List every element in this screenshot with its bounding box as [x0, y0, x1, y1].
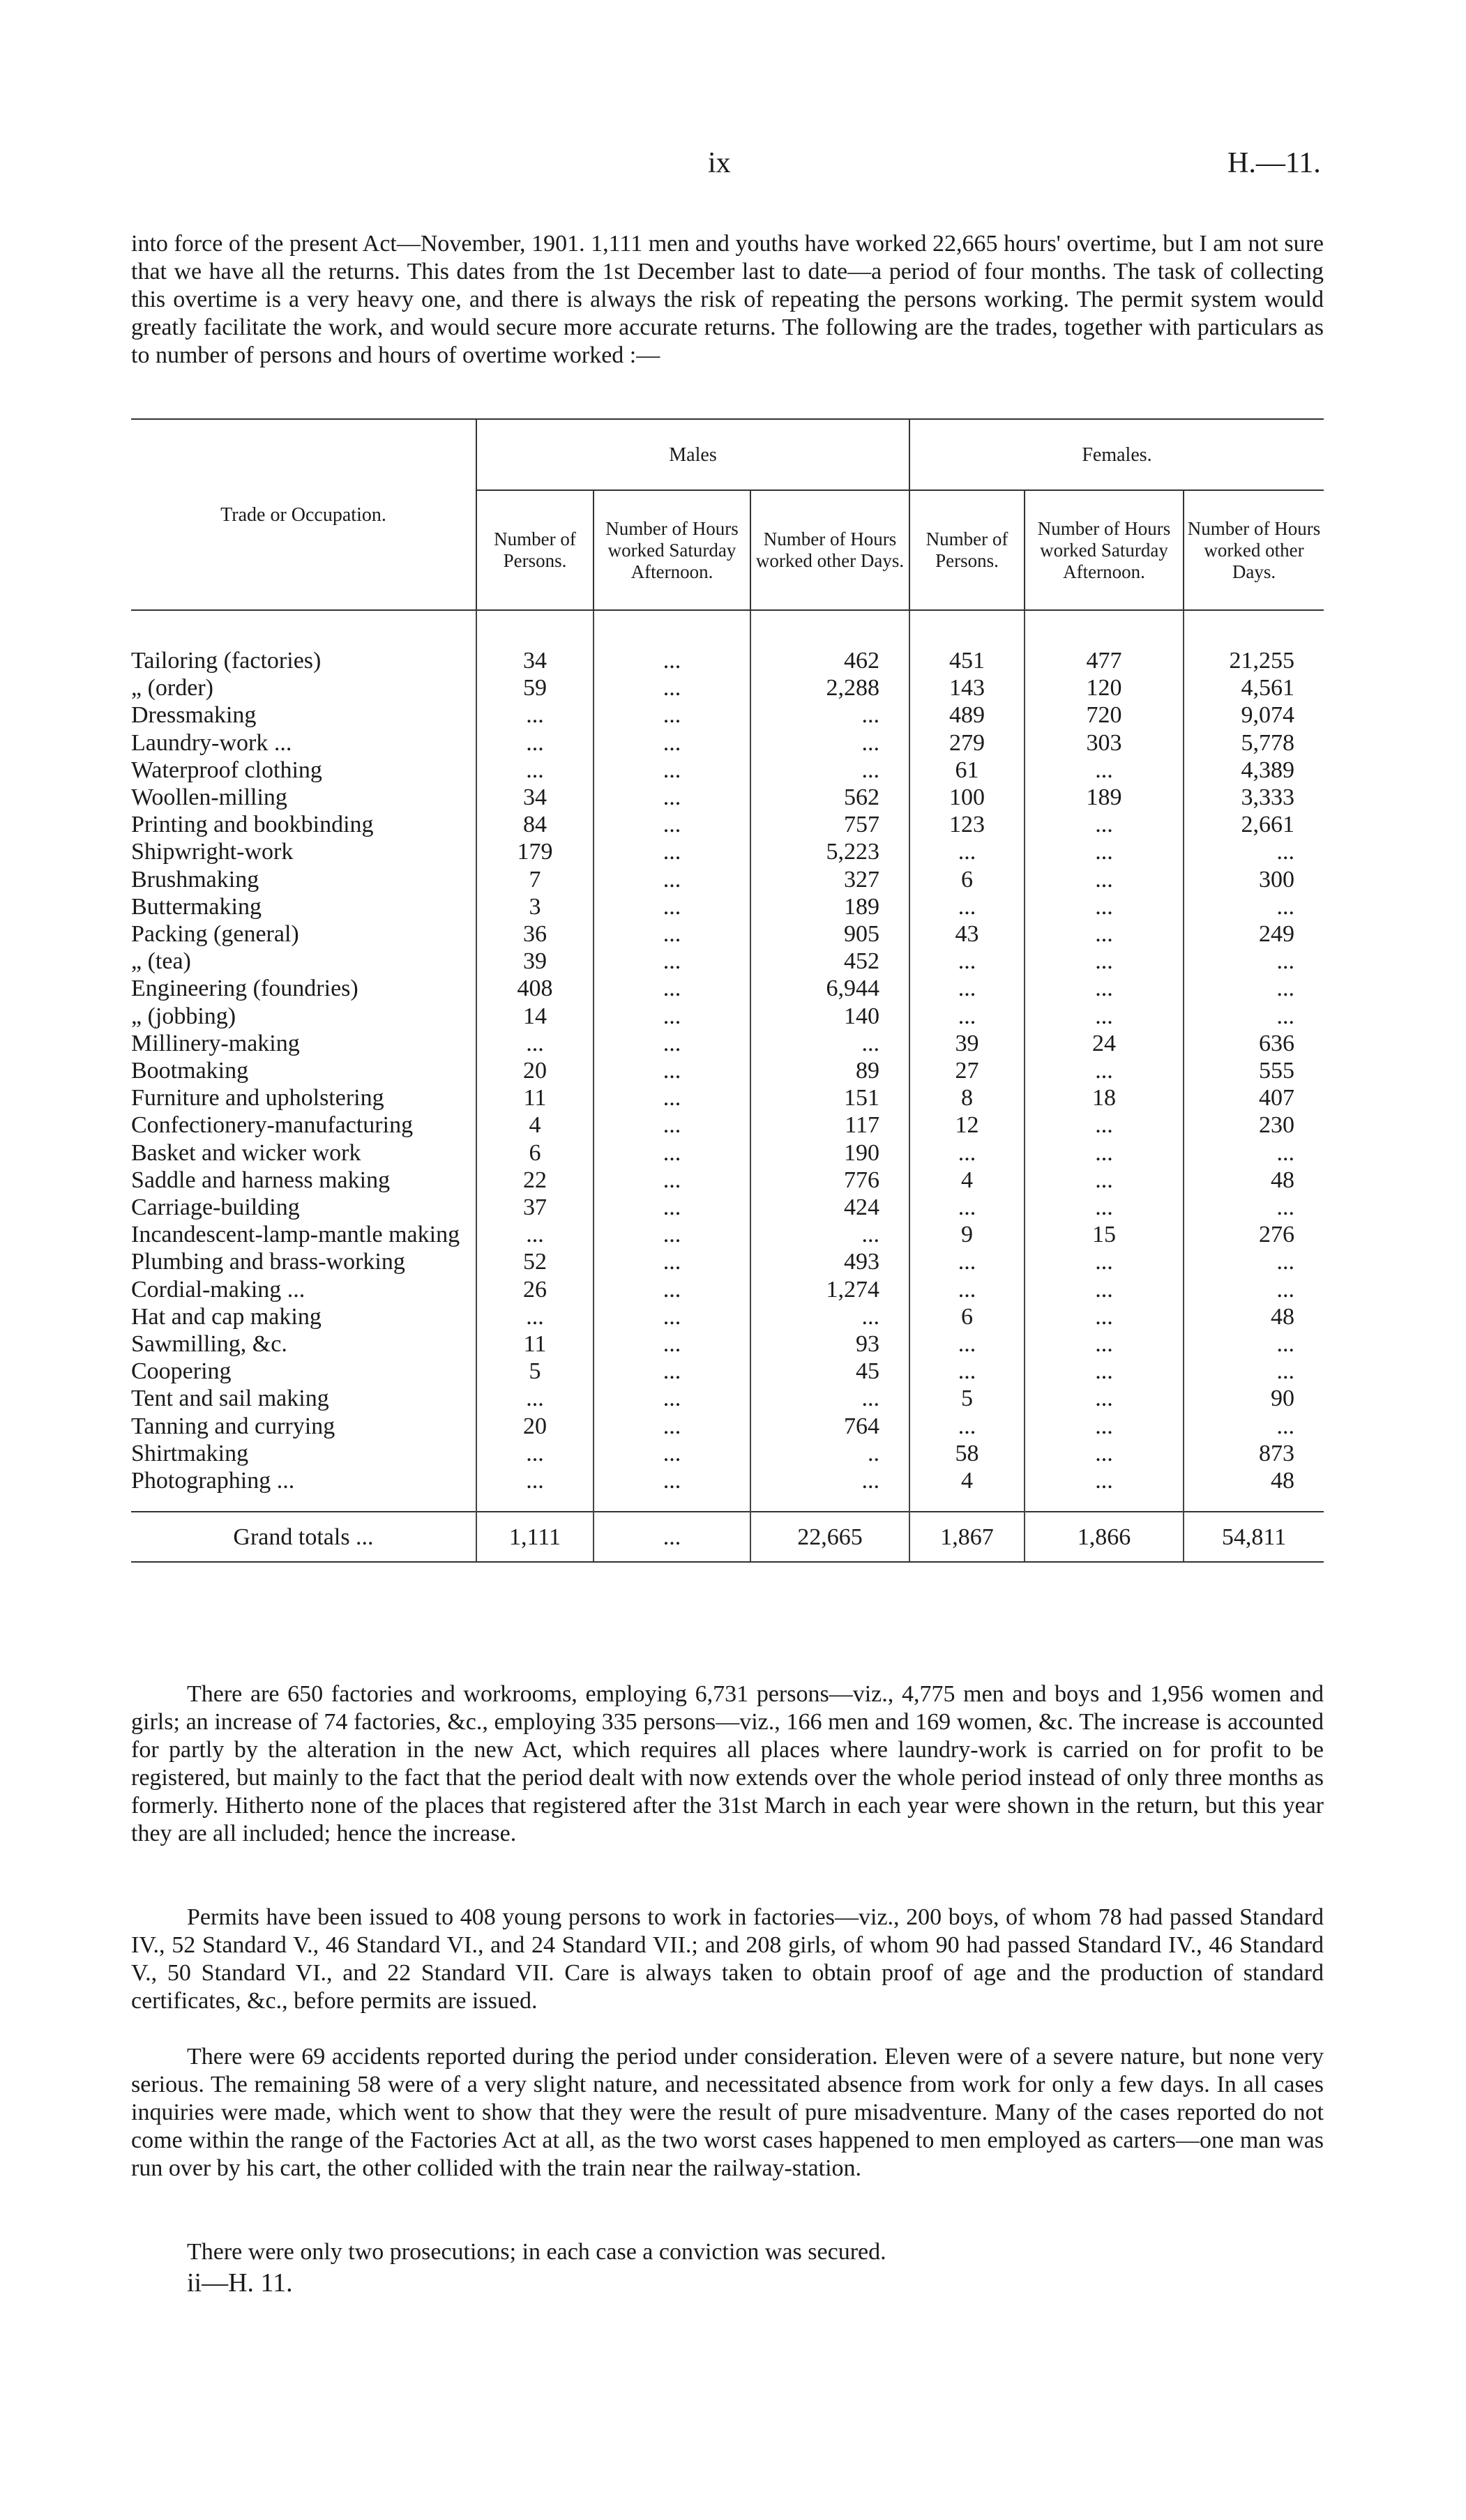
value-cell: ...	[1025, 757, 1184, 784]
value-cell: ...	[594, 757, 750, 784]
value-cell: ...	[909, 1276, 1025, 1303]
table-row	[131, 1221, 1324, 1248]
trade-name-cell: Hat and cap making	[131, 1303, 322, 1330]
trade-name-cell: Woollen-milling	[131, 784, 287, 811]
value-cell: 27	[909, 1057, 1025, 1084]
value-cell: 4	[909, 1167, 1025, 1194]
value-cell: ...	[594, 1330, 750, 1358]
value-cell: ...	[909, 1358, 1025, 1385]
value-cell: 230	[1184, 1111, 1324, 1139]
table-row	[131, 866, 1324, 893]
value-cell: ...	[594, 811, 750, 838]
value-cell: ...	[909, 838, 1025, 865]
value-cell: ...	[1184, 1330, 1324, 1358]
value-cell: 37	[476, 1194, 594, 1221]
trade-name-cell: Furniture and upholstering	[131, 1085, 384, 1111]
value-cell: ...	[909, 1003, 1025, 1030]
value-cell: ...	[476, 1467, 594, 1494]
value-cell: ...	[476, 1385, 594, 1412]
value-cell: ...	[594, 1248, 750, 1275]
value-cell: ...	[594, 701, 750, 729]
value-cell: ...	[476, 1221, 594, 1248]
value-cell: ...	[909, 1139, 1025, 1167]
value-cell: ...	[1025, 1467, 1184, 1494]
value-cell: 20	[476, 1413, 594, 1440]
table-row	[131, 701, 1324, 729]
value-cell: ...	[594, 784, 750, 811]
table-row	[131, 893, 1324, 920]
value-cell: 45	[750, 1358, 909, 1385]
value-cell: 764	[750, 1413, 909, 1440]
value-cell: ...	[750, 757, 909, 784]
trade-column-header: Trade or Occupation.	[131, 420, 476, 610]
value-cell: ...	[1025, 1003, 1184, 1030]
value-cell: 3,333	[1184, 784, 1324, 811]
trade-name-cell: Coopering	[131, 1358, 232, 1385]
value-cell: ...	[909, 1330, 1025, 1358]
value-cell: ...	[1025, 1440, 1184, 1467]
value-cell: 905	[750, 920, 909, 948]
value-cell: 462	[750, 647, 909, 674]
value-cell: 6	[909, 866, 1025, 893]
col-header-female-other-days: Number of Hours worked other Days.	[1184, 490, 1324, 610]
value-cell: 143	[909, 674, 1025, 701]
value-cell: ...	[1025, 1385, 1184, 1412]
value-cell: ...	[1025, 1111, 1184, 1139]
value-cell: 477	[1025, 647, 1184, 674]
trade-name-cell: Dressmaking	[131, 702, 257, 729]
value-cell: 20	[476, 1057, 594, 1084]
col-header-male-other-days: Number of Hours worked other Days.	[750, 490, 909, 610]
value-cell: ...	[594, 1467, 750, 1494]
value-cell: ...	[750, 1467, 909, 1494]
value-cell: 5	[476, 1358, 594, 1385]
table-row	[131, 1303, 1324, 1330]
value-cell: 2,661	[1184, 811, 1324, 838]
value-cell: 190	[750, 1139, 909, 1167]
value-cell: 48	[1184, 1467, 1324, 1494]
total-value-cell: 22,665	[750, 1512, 909, 1562]
value-cell: 276	[1184, 1221, 1324, 1248]
value-cell: ...	[594, 1084, 750, 1111]
value-cell: 26	[476, 1276, 594, 1303]
value-cell: ...	[750, 1385, 909, 1412]
trade-name-cell: Engineering (foundries)	[131, 976, 358, 1002]
value-cell: ...	[1184, 1276, 1324, 1303]
value-cell: ...	[1184, 1248, 1324, 1275]
value-cell: 279	[909, 729, 1025, 757]
value-cell: 189	[750, 893, 909, 920]
value-cell: 4,561	[1184, 674, 1324, 701]
value-cell: ...	[1184, 1194, 1324, 1221]
value-cell: 8	[909, 1084, 1025, 1111]
value-cell: ...	[1184, 1413, 1324, 1440]
trade-name-cell: Tent and sail making	[131, 1386, 329, 1412]
table-row	[131, 647, 1324, 674]
value-cell: 39	[909, 1030, 1025, 1057]
value-cell: 493	[750, 1248, 909, 1275]
value-cell: ...	[476, 701, 594, 729]
table-row	[131, 1413, 1324, 1440]
value-cell: ...	[594, 1276, 750, 1303]
trade-name-cell: „ (jobbing)	[131, 1003, 236, 1029]
trade-name-cell: Tailoring (factories)	[131, 648, 322, 674]
value-cell: 34	[476, 647, 594, 674]
value-cell: ...	[1025, 1057, 1184, 1084]
value-cell: 424	[750, 1194, 909, 1221]
value-cell: 48	[1184, 1167, 1324, 1194]
value-cell: ...	[594, 920, 750, 948]
table-row	[131, 1084, 1324, 1111]
value-cell: 303	[1025, 729, 1184, 757]
value-cell: ...	[594, 866, 750, 893]
value-cell: ...	[594, 1003, 750, 1030]
value-cell: ...	[750, 1221, 909, 1248]
value-cell: ...	[1025, 1248, 1184, 1275]
page-number: ix	[708, 147, 731, 179]
value-cell: 11	[476, 1084, 594, 1111]
value-cell: 5,778	[1184, 729, 1324, 757]
value-cell: 179	[476, 838, 594, 865]
value-cell: ...	[750, 1030, 909, 1057]
table-row	[131, 757, 1324, 784]
value-cell: ...	[750, 729, 909, 757]
trade-name-cell: Basket and wicker work	[131, 1139, 361, 1166]
value-cell: ...	[1025, 1358, 1184, 1385]
value-cell: 9	[909, 1221, 1025, 1248]
value-cell: 84	[476, 811, 594, 838]
table-row	[131, 1248, 1324, 1275]
prosecutions-paragraph: There were only two prosecutions; in each case a conviction was secured.	[187, 2239, 886, 2265]
value-cell: 249	[1184, 920, 1324, 948]
value-cell: 636	[1184, 1030, 1324, 1057]
table-row	[131, 920, 1324, 948]
value-cell: 452	[750, 948, 909, 975]
intro-paragraph: into force of the present Act—November, 1901. 1,111 men and youths have worked 22,665 hours' overtime, but I am not sure that we have all the returns. This dates from the 1st December last to date—a period of four months. The task of collecting this overtime is a very heavy one, and there is always the risk of repeating the persons working. The permit system would greatly facilitate the work, and would secure more accurate returns. The following are the trades, together with particulars as to number of persons and hours of overtime worked :—	[131, 231, 1324, 368]
value-cell: 562	[750, 784, 909, 811]
value-cell: ...	[594, 1111, 750, 1139]
value-cell: 48	[1184, 1303, 1324, 1330]
trade-name-cell: Carriage-building	[131, 1194, 300, 1221]
value-cell: 5	[909, 1385, 1025, 1412]
value-cell: 4	[476, 1111, 594, 1139]
value-cell: ...	[750, 701, 909, 729]
table-row	[131, 811, 1324, 838]
value-cell: ...	[909, 948, 1025, 975]
grand-totals-label: Grand totals ...	[131, 1512, 476, 1562]
trade-name-cell: Shipwright-work	[131, 839, 294, 865]
value-cell: 22	[476, 1167, 594, 1194]
trade-name-cell: Photographing ...	[131, 1468, 295, 1494]
table-row	[131, 1358, 1324, 1385]
value-cell: 9,074	[1184, 701, 1324, 729]
value-cell: 300	[1184, 866, 1324, 893]
table-row	[131, 1139, 1324, 1167]
value-cell: ...	[594, 1139, 750, 1167]
value-cell: 4	[909, 1467, 1025, 1494]
col-header-female-persons: Number of Persons.	[909, 490, 1025, 610]
value-cell: 189	[1025, 784, 1184, 811]
trade-name-cell: Confectionery-manufacturing	[131, 1112, 414, 1139]
value-cell: ...	[1025, 838, 1184, 865]
value-cell: ...	[594, 1030, 750, 1057]
value-cell: 4,389	[1184, 757, 1324, 784]
males-group-header: Males	[476, 420, 909, 490]
value-cell: 58	[909, 1440, 1025, 1467]
trade-name-cell: Buttermaking	[131, 893, 262, 920]
total-value-cell: 54,811	[1184, 1512, 1324, 1562]
value-cell: ...	[594, 1440, 750, 1467]
value-cell: ...	[1184, 893, 1324, 920]
value-cell: ...	[594, 647, 750, 674]
value-cell: ...	[1025, 1303, 1184, 1330]
table-row	[131, 784, 1324, 811]
value-cell: ...	[909, 975, 1025, 1002]
trade-name-cell: Packing (general)	[131, 921, 299, 948]
value-cell: ...	[1184, 1139, 1324, 1167]
value-cell: 757	[750, 811, 909, 838]
grand-totals-row	[131, 1512, 1324, 1562]
table-row	[131, 1276, 1324, 1303]
value-cell: 489	[909, 701, 1025, 729]
value-cell: ...	[476, 1030, 594, 1057]
value-cell: 14	[476, 1003, 594, 1030]
value-cell: 408	[476, 975, 594, 1002]
value-cell: 873	[1184, 1440, 1324, 1467]
value-cell: 11	[476, 1330, 594, 1358]
value-cell: 407	[1184, 1084, 1324, 1111]
value-cell: ...	[594, 1194, 750, 1221]
value-cell: ...	[1184, 975, 1324, 1002]
trade-name-cell: „ (tea)	[131, 948, 191, 975]
table-row	[131, 1030, 1324, 1057]
value-cell: 140	[750, 1003, 909, 1030]
value-cell: 5,223	[750, 838, 909, 865]
table-row	[131, 1385, 1324, 1412]
col-header-male-persons: Number of Persons.	[476, 490, 594, 610]
trade-name-cell: Bootmaking	[131, 1058, 249, 1084]
document-code: H.—11.	[1227, 147, 1321, 179]
trade-name-cell: Shirtmaking	[131, 1440, 249, 1466]
value-cell: 43	[909, 920, 1025, 948]
table-row	[131, 1111, 1324, 1139]
value-cell: 120	[1025, 674, 1184, 701]
value-cell: 6	[909, 1303, 1025, 1330]
trade-name-cell: Millinery-making	[131, 1030, 300, 1056]
value-cell: ...	[476, 1303, 594, 1330]
trade-name-cell: Saddle and harness making	[131, 1167, 391, 1193]
value-cell: ..	[750, 1440, 909, 1467]
value-cell: 61	[909, 757, 1025, 784]
trade-name-cell: „ (order)	[131, 675, 213, 701]
table-row	[131, 1057, 1324, 1084]
value-cell: 451	[909, 647, 1025, 674]
value-cell: ...	[1184, 948, 1324, 975]
value-cell: 90	[1184, 1385, 1324, 1412]
factories-paragraph: There are 650 factories and workrooms, employing 6,731 persons—viz., 4,775 men and boys and 1,956 women and girls; an increase of 74 factories, &c., employing 335 persons—viz., 166 men and 169 women, &c. The increase is accounted for partly by the alteration in the new Act, which requires all places where laundry-work is carried on for profit to be registered, but mainly to the fact that the period dealt with now extends over the whole period instead of only three months as formerly. Hitherto none of the places that registered after the 31st March in each year were shown in the return, but this year they are all included; hence the increase.	[131, 1681, 1324, 1846]
total-value-cell: 1,866	[1025, 1512, 1184, 1562]
value-cell: 59	[476, 674, 594, 701]
trade-name-cell: Tanning and currying	[131, 1413, 335, 1439]
value-cell: ...	[1025, 920, 1184, 948]
value-cell: ...	[909, 1194, 1025, 1221]
value-cell: ...	[594, 1057, 750, 1084]
value-cell: ...	[594, 1413, 750, 1440]
table-row	[131, 729, 1324, 757]
value-cell: ...	[1025, 1194, 1184, 1221]
value-cell: 3	[476, 893, 594, 920]
value-cell: 39	[476, 948, 594, 975]
value-cell: 15	[1025, 1221, 1184, 1248]
table-row	[131, 674, 1324, 701]
value-cell: ...	[909, 893, 1025, 920]
value-cell: ...	[1025, 866, 1184, 893]
value-cell: ...	[1025, 1139, 1184, 1167]
value-cell: ...	[1025, 1413, 1184, 1440]
value-cell: 1,274	[750, 1276, 909, 1303]
trade-name-cell: Printing and bookbinding	[131, 812, 374, 838]
value-cell: ...	[594, 1221, 750, 1248]
overtime-table	[131, 418, 1324, 1563]
page-header	[0, 146, 1466, 188]
value-cell: ...	[476, 757, 594, 784]
value-cell: 555	[1184, 1057, 1324, 1084]
table-row	[131, 1194, 1324, 1221]
value-cell: ...	[750, 1303, 909, 1330]
col-header-male-saturday: Number of Hours worked Saturday Afternoon.	[594, 490, 750, 610]
trade-name-cell: Sawmilling, &c.	[131, 1331, 287, 1358]
value-cell: ...	[594, 674, 750, 701]
trade-name-cell: Incandescent-lamp-mantle making	[131, 1222, 460, 1248]
value-cell: 89	[750, 1057, 909, 1084]
trade-name-cell: Brushmaking	[131, 866, 259, 893]
trade-name-cell: Waterproof clothing	[131, 757, 322, 783]
value-cell: 2,288	[750, 674, 909, 701]
col-header-female-saturday: Number of Hours worked Saturday Afternoon.	[1025, 490, 1184, 610]
value-cell: ...	[1025, 1330, 1184, 1358]
table-row	[131, 1330, 1324, 1358]
value-cell: ...	[1025, 811, 1184, 838]
value-cell: ...	[1184, 838, 1324, 865]
value-cell: ...	[1025, 1276, 1184, 1303]
table-row	[131, 1467, 1324, 1494]
value-cell: ...	[909, 1248, 1025, 1275]
table-row	[131, 1167, 1324, 1194]
table-row	[131, 948, 1324, 975]
table-row	[131, 1440, 1324, 1467]
value-cell: 52	[476, 1248, 594, 1275]
value-cell: ...	[594, 948, 750, 975]
total-value-cell: 1,867	[909, 1512, 1025, 1562]
trade-name-cell: Plumbing and brass-working	[131, 1249, 405, 1275]
value-cell: 12	[909, 1111, 1025, 1139]
value-cell: ...	[1184, 1358, 1324, 1385]
table-row	[131, 838, 1324, 865]
permits-paragraph: Permits have been issued to 408 young persons to work in factories—viz., 200 boys, of whom 78 had passed Standard IV., 52 Standard V., 46 Standard VI., and 24 Standard VII.; and 208 girls, of whom 90 had passed Standard IV., 46 Standard V., 50 Standard VI., and 22 Standard VII. Care is always taken to obtain proof of age and the production of standard certificates, &c., before permits are issued.	[131, 1904, 1324, 2014]
value-cell: 6,944	[750, 975, 909, 1002]
value-cell: ...	[594, 838, 750, 865]
value-cell: ...	[1025, 893, 1184, 920]
females-group-header: Females.	[909, 420, 1324, 490]
value-cell: 720	[1025, 701, 1184, 729]
value-cell: 18	[1025, 1084, 1184, 1111]
value-cell: ...	[1025, 948, 1184, 975]
trade-name-cell: Laundry-work ...	[131, 729, 292, 756]
value-cell: 7	[476, 866, 594, 893]
value-cell: 123	[909, 811, 1025, 838]
value-cell: 36	[476, 920, 594, 948]
value-cell: ...	[1025, 1167, 1184, 1194]
value-cell: ...	[594, 1385, 750, 1412]
value-cell: 34	[476, 784, 594, 811]
value-cell: ...	[594, 975, 750, 1002]
value-cell: ...	[594, 1167, 750, 1194]
value-cell: ...	[476, 1440, 594, 1467]
total-value-cell: 1,111	[476, 1512, 594, 1562]
value-cell: 776	[750, 1167, 909, 1194]
accidents-paragraph: There were 69 accidents reported during the period under consideration. Eleven were of a severe nature, but none very serious. The remaining 58 were of a very slight nature, and necessitated absence from work for only a few days. In all cases inquiries were made, which went to show that they were the result of pure misadventure. Many of the cases reported do not come within the range of the Factories Act at all, as the two worst cases happened to men employed as carters—one man was run over by his cart, the other collided with the train near the railway-station.	[131, 2044, 1324, 2181]
table-row	[131, 1003, 1324, 1030]
value-cell: 117	[750, 1111, 909, 1139]
value-cell: 151	[750, 1084, 909, 1111]
value-cell: ...	[594, 1303, 750, 1330]
value-cell: 93	[750, 1330, 909, 1358]
value-cell: ...	[1025, 975, 1184, 1002]
value-cell: ...	[476, 729, 594, 757]
value-cell: 100	[909, 784, 1025, 811]
trade-name-cell: Cordial-making ...	[131, 1276, 305, 1303]
value-cell: ...	[909, 1413, 1025, 1440]
value-cell: 6	[476, 1139, 594, 1167]
value-cell: ...	[594, 893, 750, 920]
value-cell: 327	[750, 866, 909, 893]
signature-mark: ii—H. 11.	[187, 2268, 293, 2298]
table-row	[131, 975, 1324, 1002]
value-cell: ...	[594, 729, 750, 757]
value-cell: ...	[1184, 1003, 1324, 1030]
total-value-cell: ...	[594, 1512, 750, 1562]
value-cell: 21,255	[1184, 647, 1324, 674]
value-cell: 24	[1025, 1030, 1184, 1057]
value-cell: ...	[594, 1358, 750, 1385]
